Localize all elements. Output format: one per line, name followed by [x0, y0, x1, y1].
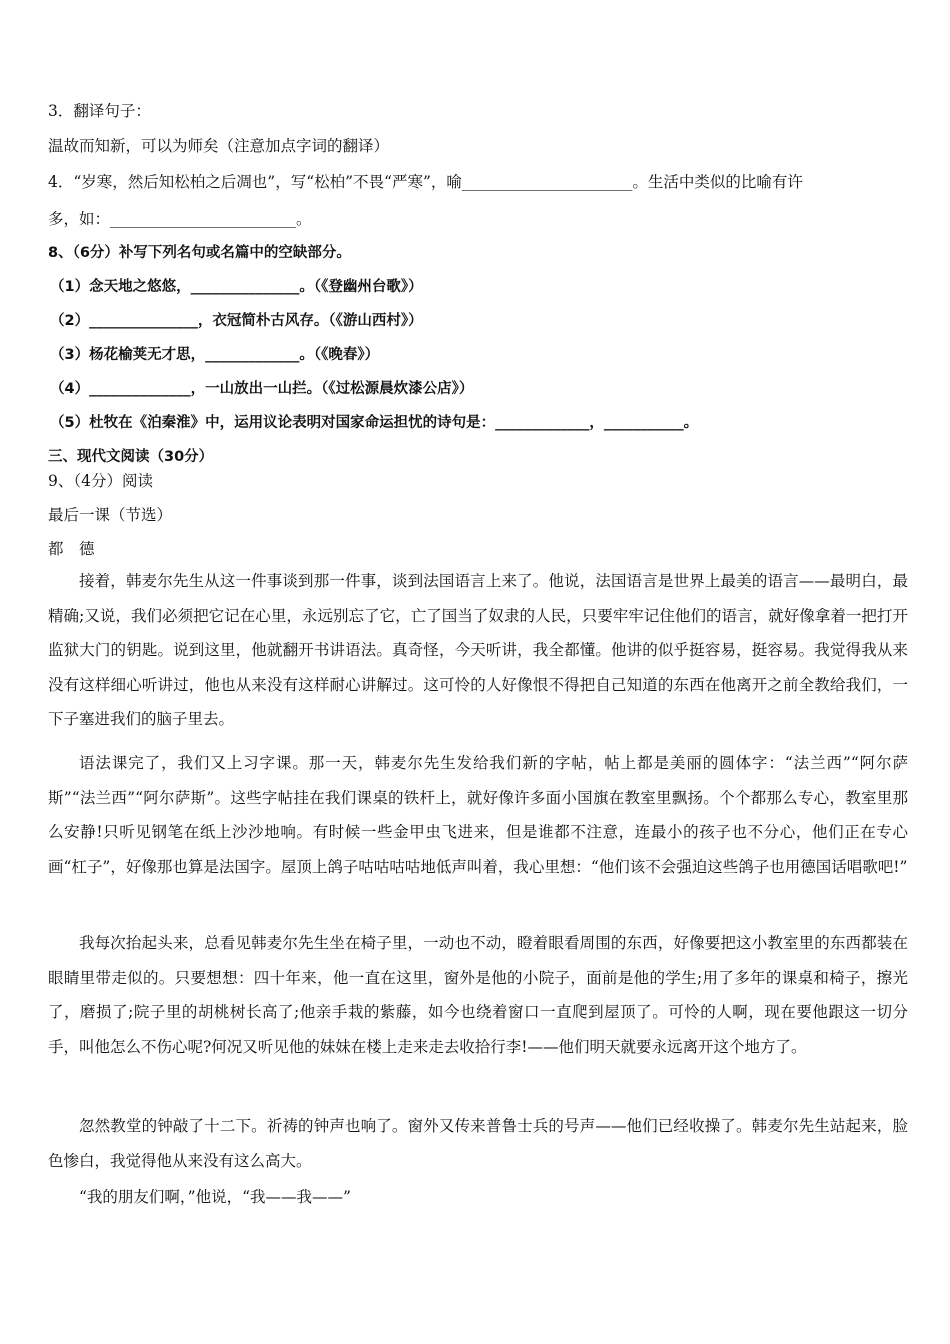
article-author: 都 德 [48, 540, 95, 558]
q9-title: 9、（4分）阅读 [48, 472, 153, 490]
q3-sentence: 温故而知新，可以为师矣（注意加点字词的翻译） [48, 137, 390, 155]
q8-item-5: （5）杜牧在《泊秦淮》中，运用议论表明对国家命运担忧的诗句是：_____________，___________。 [50, 415, 699, 431]
q8-item-1: （1）念天地之悠悠，_______________。（《登幽州台歌》） [50, 279, 423, 295]
section3-title: 三、现代文阅读（30分） [48, 449, 214, 465]
article-paragraph-4: 忽然教堂的钟敲了十二下。祈祷的钟声也响了。窗外又传来普鲁士兵的号声——他们已经收操了。韩麦尔先生站起来，脸色惨白，我觉得他从来没有这么高大。 [48, 1117, 908, 1170]
q3-title: 3．翻译句子： [48, 102, 151, 120]
q4-line1: 4．“岁寒，然后知松柏之后凋也”，写“松柏”不畏“严寒”，喻______________________。生活中类似的比喻有许 [48, 173, 803, 191]
q4-line2: 多，如：________________________。 [48, 210, 312, 228]
article-paragraph-5: “我的朋友们啊，”他说，“我——我——” [79, 1188, 351, 1206]
q8-title: 8、（6分）补写下列名句或名篇中的空缺部分。 [48, 245, 351, 261]
q8-item-2: （2）_______________，衣冠简朴古风存。（《游山西村》） [50, 313, 423, 329]
q8-item-4: （4）______________，一山放出一山拦。（《过松源晨炊漆公店》） [50, 381, 474, 397]
article-paragraph-3: 我每次抬起头来，总看见韩麦尔先生坐在椅子里，一动也不动，瞪着眼看周围的东西，好像要把这小教室里的东西都装在眼睛里带走似的。只要想想：四十年来，他一直在这里，窗外是他的小院子，面前是他的学生;用了多年的课桌和椅子，擦光了，磨损了;院子里的胡桃树长高了;他亲手栽的紫藤，如今也绕着窗口一直爬到屋顶了。可怜的人啊，现在要他跟这一切分手，叫他怎么不伤心呢?何况又听见他的妹妹在楼上走来走去收拾行李!——他们明天就要永远离开这个地方了。 [48, 934, 908, 1056]
article-paragraph-1: 接着，韩麦尔先生从这一件事谈到那一件事，谈到法国语言上来了。他说，法国语言是世界上最美的语言——最明白，最精确;又说，我们必须把它记在心里，永远别忘了它，亡了国当了奴隶的人民，只要牢牢记住他们的语言，就好像拿着一把打开监狱大门的钥匙。说到这里，他就翻开书讲语法。真奇怪，今天听讲，我全都懂。他讲的似乎挺容易，挺容易。我觉得我从来没有这样细心听讲过，他也从来没有这样耐心讲解过。这可怜的人好像恨不得把自己知道的东西在他离开之前全教给我们，一下子塞进我们的脑子里去。 [48, 572, 908, 729]
article-paragraph-2: 语法课完了，我们又上习字课。那一天，韩麦尔先生发给我们新的字帖，帖上都是美丽的圆体字：“法兰西”“阿尔萨斯”“法兰西”“阿尔萨斯”。这些字帖挂在我们课桌的铁杆上，就好像许多面小国旗在教室里飘扬。个个都那么专心，教室里那么安静!只听见钢笔在纸上沙沙地响。有时候一些金甲虫飞进来，但是谁都不注意，连最小的孩子也不分心，他们正在专心画“杠子”，好像那也算是法国字。屋顶上鸽子咕咕咕咕地低声叫着，我心里想：“他们该不会强迫这些鸽子也用德国话唱歌吧!” [48, 754, 908, 876]
article-title: 最后一课（节选） [48, 506, 173, 524]
q8-item-3: （3）杨花榆荚无才思，_____________。（《晚春》） [50, 347, 380, 363]
